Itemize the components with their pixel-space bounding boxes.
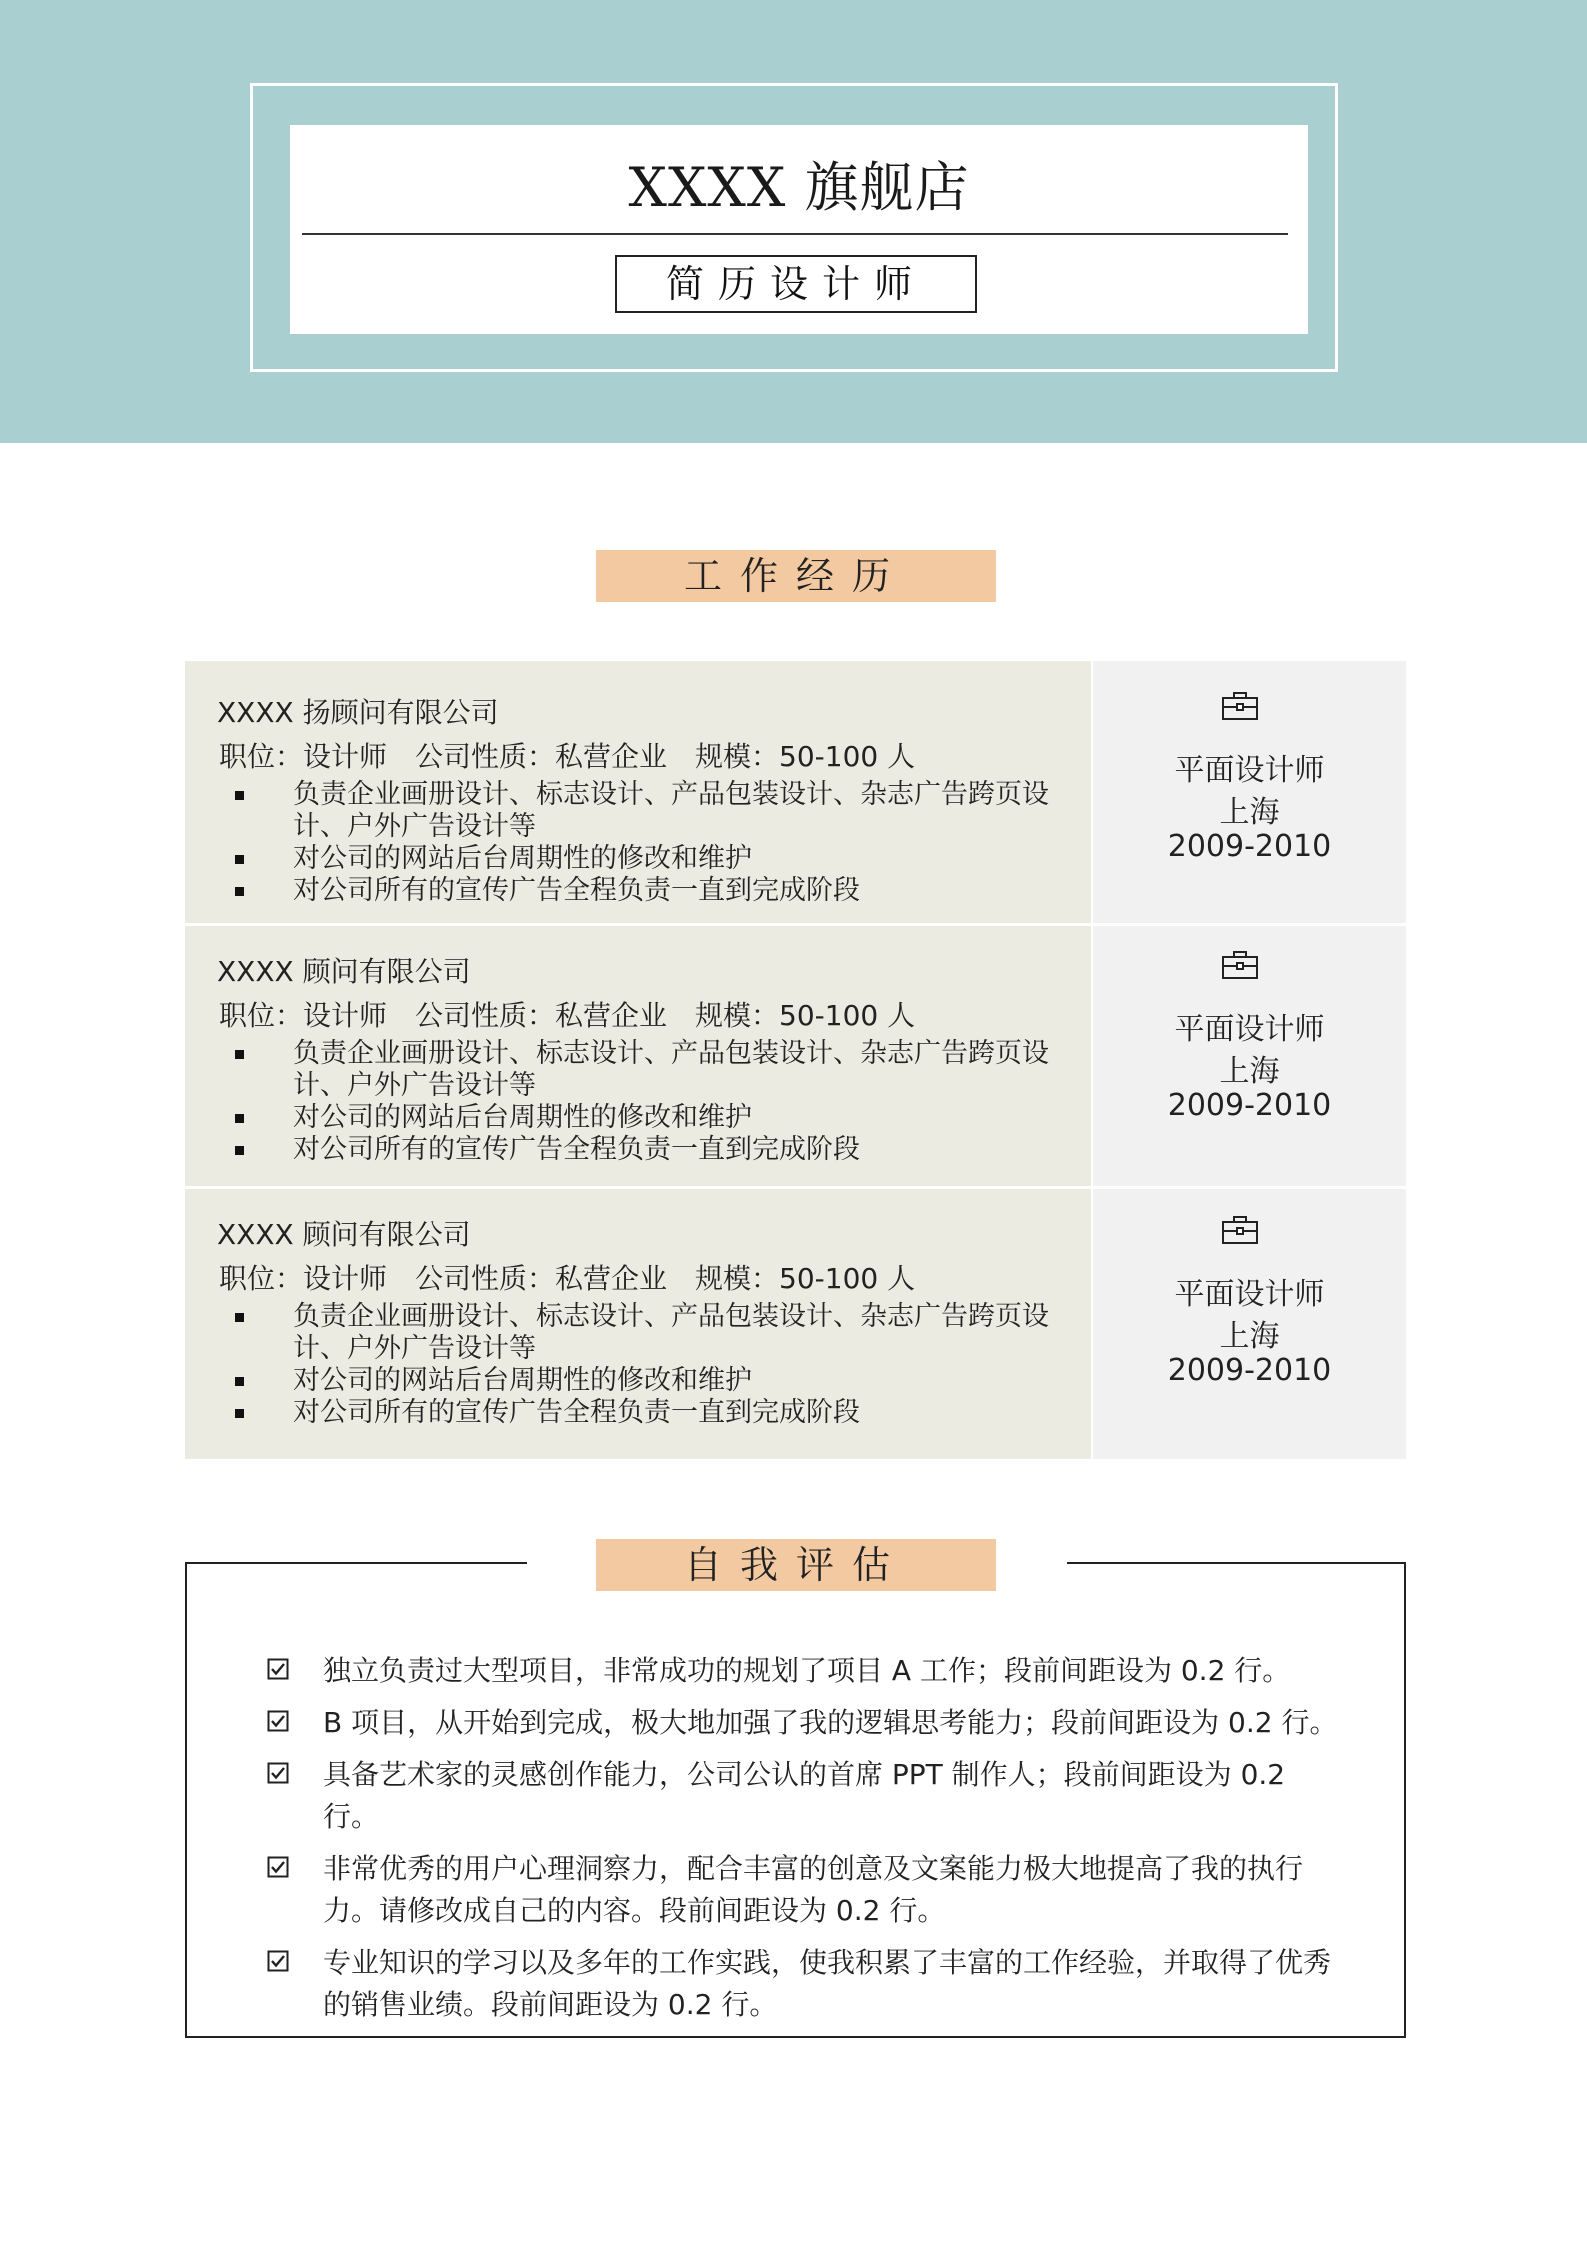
briefcase-icon	[1221, 950, 1259, 980]
duty-item: 负责企业画册设计、标志设计、产品包装设计、杂志广告跨页设计、户外广告设计等	[235, 779, 1055, 843]
job-summary	[1093, 661, 1406, 923]
checkbox-checked-icon	[267, 1762, 289, 1784]
duty-item: 对公司所有的宣传广告全程负责一直到完成阶段	[235, 875, 1055, 907]
job-years: 2009-2010	[1167, 829, 1332, 864]
duty-item: 对公司的网站后台周期性的修改和维护	[235, 1102, 1055, 1134]
job-title: 平面设计师	[1174, 1277, 1325, 1312]
job-details	[185, 1189, 1091, 1459]
job-title: 平面设计师	[1174, 753, 1325, 788]
job-details	[185, 661, 1091, 923]
job-summary	[1093, 1189, 1406, 1459]
job-meta	[219, 994, 943, 1034]
job-years: 2009-2010	[1167, 1088, 1332, 1123]
checkbox-checked-icon	[267, 1950, 289, 1972]
job-entry	[185, 1189, 1406, 1459]
duty-item: 负责企业画册设计、标志设计、产品包装设计、杂志广告跨页设计、户外广告设计等	[235, 1301, 1055, 1365]
briefcase-icon	[1221, 1215, 1259, 1245]
company-scale: 规模：50-100 人	[695, 740, 916, 773]
evaluation-item	[267, 1942, 1347, 2026]
evaluation-box	[185, 1562, 1406, 2038]
job-city: 上海	[1219, 795, 1280, 830]
duty-list	[235, 779, 1055, 907]
header-divider	[302, 233, 1288, 235]
evaluation-text: 非常优秀的用户心理洞察力，配合丰富的创意及文案能力极大地提高了我的执行力。请修改成自己的内容。段前间距设为 0.2 行。	[323, 1852, 1304, 1927]
store-title: XXXX 旗舰店	[628, 156, 970, 219]
company-nature: 公司性质：私营企业	[415, 740, 668, 773]
evaluation-list	[267, 1650, 1347, 2036]
evaluation-text: B 项目，从开始到完成，极大地加强了我的逻辑思考能力；段前间距设为 0.2 行。	[323, 1706, 1338, 1739]
duty-item: 负责企业画册设计、标志设计、产品包装设计、杂志广告跨页设计、户外广告设计等	[235, 1038, 1055, 1102]
job-position: 职位：设计师	[219, 999, 388, 1032]
job-summary	[1093, 926, 1406, 1186]
work-section-label: 工作经历	[596, 550, 996, 602]
duty-item: 对公司所有的宣传广告全程负责一直到完成阶段	[235, 1134, 1055, 1166]
evaluation-item	[267, 1754, 1347, 1838]
job-meta	[219, 735, 943, 775]
job-position: 职位：设计师	[219, 1262, 388, 1295]
header-card	[290, 125, 1308, 334]
company-name: XXXX 扬顾问有限公司	[217, 696, 499, 729]
checkbox-checked-icon	[267, 1710, 289, 1732]
duty-list	[235, 1038, 1055, 1166]
job-entry	[185, 661, 1406, 923]
checkbox-checked-icon	[267, 1658, 289, 1680]
company-nature: 公司性质：私营企业	[415, 1262, 668, 1295]
evaluation-text: 专业知识的学习以及多年的工作实践，使我积累了丰富的工作经验，并取得了优秀的销售业绩。段前间距设为 0.2 行。	[323, 1946, 1332, 2021]
duty-item: 对公司的网站后台周期性的修改和维护	[235, 1365, 1055, 1397]
job-details	[185, 926, 1091, 1186]
duty-list	[235, 1301, 1055, 1429]
company-name: XXXX 顾问有限公司	[217, 955, 471, 988]
job-city: 上海	[1219, 1054, 1280, 1089]
briefcase-icon	[1221, 691, 1259, 721]
job-entry	[185, 926, 1406, 1186]
job-title: 平面设计师	[1174, 1012, 1325, 1047]
job-years: 2009-2010	[1167, 1353, 1332, 1388]
job-position: 职位：设计师	[219, 740, 388, 773]
job-city: 上海	[1219, 1319, 1280, 1354]
evaluation-section-label: 自我评估	[596, 1539, 996, 1591]
evaluation-text: 独立负责过大型项目，非常成功的规划了项目 A 工作；段前间距设为 0.2 行。	[323, 1654, 1291, 1687]
company-scale: 规模：50-100 人	[695, 999, 916, 1032]
role-title: 简历设计师	[615, 255, 977, 313]
company-nature: 公司性质：私营企业	[415, 999, 668, 1032]
job-meta	[219, 1257, 943, 1297]
evaluation-text: 具备艺术家的灵感创作能力，公司公认的首席 PPT 制作人；段前间距设为 0.2 行。	[323, 1758, 1286, 1833]
checkbox-checked-icon	[267, 1856, 289, 1878]
evaluation-item	[267, 1702, 1347, 1744]
company-scale: 规模：50-100 人	[695, 1262, 916, 1295]
evaluation-item	[267, 1848, 1347, 1932]
duty-item: 对公司所有的宣传广告全程负责一直到完成阶段	[235, 1397, 1055, 1429]
evaluation-item	[267, 1650, 1347, 1692]
company-name: XXXX 顾问有限公司	[217, 1218, 471, 1251]
duty-item: 对公司的网站后台周期性的修改和维护	[235, 843, 1055, 875]
